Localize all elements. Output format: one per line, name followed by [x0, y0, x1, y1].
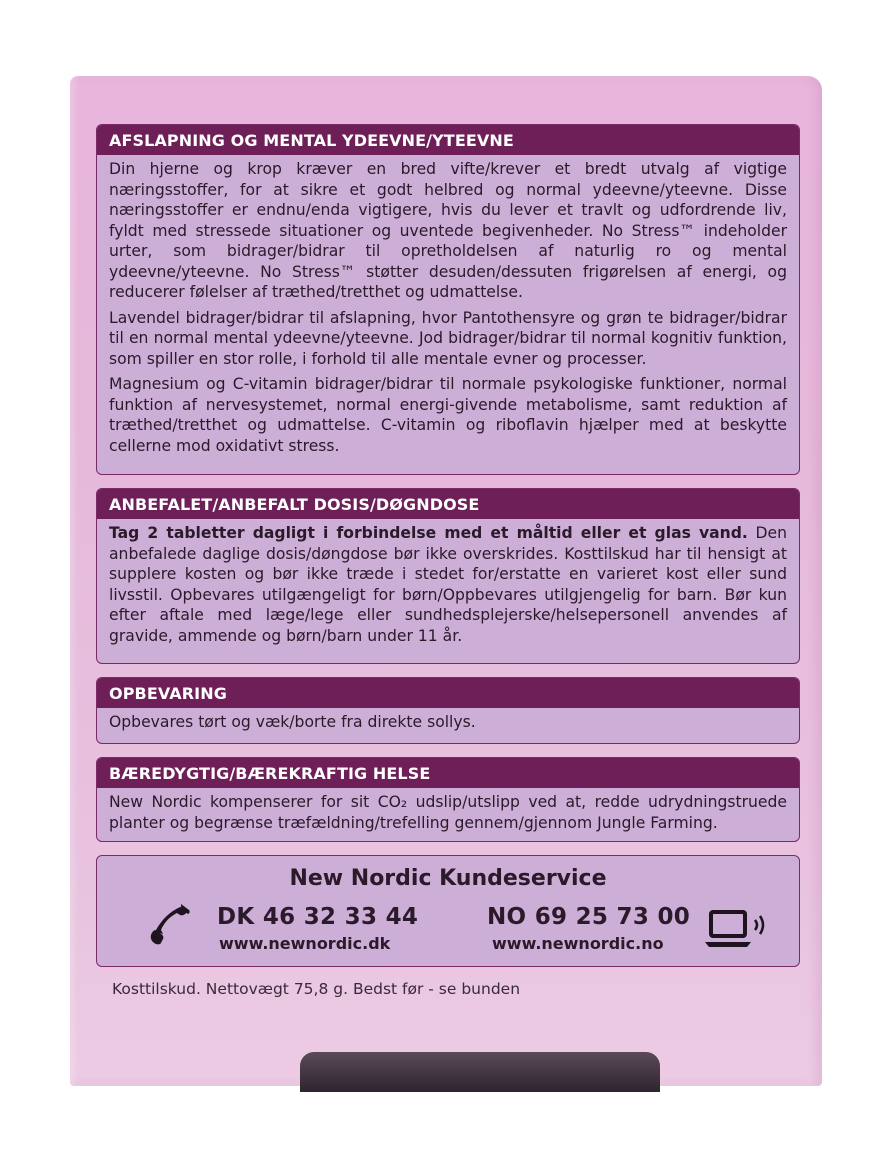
section-body: [97, 155, 799, 462]
section-title: AFSLAPNING OG MENTAL YDEEVNE/YTEEVNE: [97, 125, 799, 155]
paragraph: [109, 523, 787, 646]
service-title: New Nordic Kundeservice: [289, 866, 607, 891]
section-body: [97, 708, 799, 739]
paragraph: Din hjerne og krop kræver en bred vifte/krever et bredt utvalg af vigtige næringsstoffer, for at sikre et godt helbred og normal ydeevne/yteevne. Disse næringsstoffer er endnu/enda vigtigere, hvis du lever et travlt og udfordrende liv, fyldt med stressede situationer og uventede begivenheder. No Stress™ indeholder urter, som bidrager/bidrar til opretholdelsen af naturlig ro og mental ydeevne/yteevne. No Stress™ støtter desuden/dessuten frigørelsen af energi, og reducerer følelser af træthed/tretthet og udmattelse.: [109, 160, 787, 301]
laptop-icon: [703, 908, 769, 952]
no-website-link[interactable]: www.newnordic.no: [492, 934, 664, 953]
phone-icon: [145, 902, 197, 950]
section-body: [97, 519, 799, 652]
package-base: [300, 1052, 660, 1092]
section-dosage: [96, 488, 800, 664]
no-phone[interactable]: NO 69 25 73 00: [487, 904, 691, 930]
dk-phone[interactable]: DK 46 32 33 44: [217, 904, 419, 930]
paragraph: New Nordic kompenserer for sit CO₂ udslip/utslipp ved at, redde udrydningstruede planter og begrænse træfældning/trefelling gennem/gjennom Jungle Farming.: [109, 793, 787, 832]
section-storage: [96, 677, 800, 744]
dk-website-link[interactable]: www.newnordic.dk: [219, 934, 391, 953]
section-sustainability: [96, 757, 800, 842]
section-title: ANBEFALET/ANBEFALT DOSIS/DØGNDOSE: [97, 489, 799, 519]
product-footnote: Kosttilskud. Nettovægt 75,8 g. Bedst før - se bunden: [112, 980, 521, 998]
paragraph: Opbevares tørt og væk/borte fra direkte sollys.: [109, 713, 476, 731]
customer-service-panel: [96, 855, 800, 967]
paragraph: Lavendel bidrager/bidrar til afslapning, hvor Pantothensyre og grøn te bidrager/bidrar til en normal mental ydeevne/yteevne. Jod bidrager/bidrar til normal kognitiv funktion, som spiller en stor rolle, i forhold til alle mentale evner og processer.: [109, 308, 787, 368]
dosage-text: Den anbefalede daglige dosis/døngdose bør ikke overskrides. Kosttilskud har til hensigt at supplere kosten og bør ikke træde i stedet for/erstatte en varieret kost eller sund livsstil. Opbevares utilgængeligt for børn/Oppbevares utilgjengelig for barn. Bør kun efter aftale med læge/lege eller sundhedsplejerske/helsepersonell anvendes af gravide, ammende og børn/barn under 11 år.: [109, 524, 788, 645]
section-title: BÆREDYGTIG/BÆREKRAFTIG HELSE: [97, 758, 799, 788]
section-title: OPBEVARING: [97, 678, 799, 708]
section-body: [97, 788, 799, 839]
paragraph: Magnesium og C-vitamin bidrager/bidrar til normale psykologiske funktioner, normal funktion af nervesystemet, normal energi-givende metabolisme, samt reduktion af træthed/tretthet og udmattelse. C-vitamin og riboflavin hjælper med at beskytte cellerne mod oxidativt stress.: [109, 375, 787, 455]
section-relaxation: [96, 124, 800, 475]
dosage-instruction: Tag 2 tabletter dagligt i forbindelse med et måltid eller et glas vand.: [109, 524, 748, 542]
